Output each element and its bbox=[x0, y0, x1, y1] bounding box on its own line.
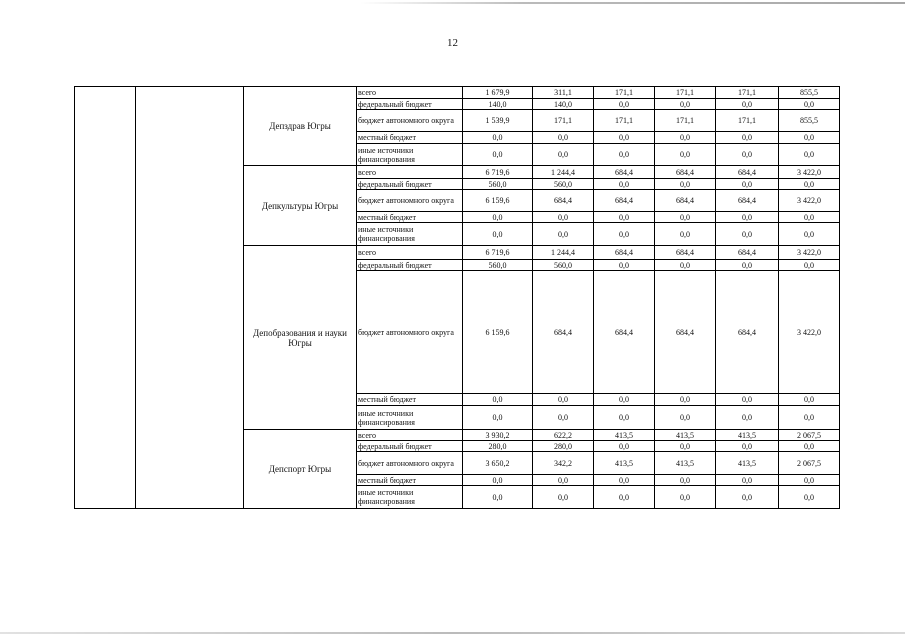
amount-cell: 171,1 bbox=[533, 110, 594, 132]
amount-cell: 0,0 bbox=[779, 144, 840, 166]
funding-source-label: иные источники финансирования bbox=[357, 144, 463, 166]
funding-source-label: местный бюджет bbox=[357, 475, 463, 486]
amount-cell: 0,0 bbox=[779, 406, 840, 430]
amount-cell: 855,5 bbox=[779, 110, 840, 132]
funding-source-label: всего bbox=[357, 430, 463, 441]
amount-cell: 0,0 bbox=[779, 441, 840, 452]
scan-edge-bottom bbox=[0, 632, 905, 634]
amount-cell: 0,0 bbox=[779, 475, 840, 486]
amount-cell: 280,0 bbox=[463, 441, 533, 452]
amount-cell: 413,5 bbox=[594, 452, 655, 475]
amount-cell: 413,5 bbox=[716, 452, 779, 475]
amount-cell: 171,1 bbox=[655, 110, 716, 132]
amount-cell: 0,0 bbox=[655, 99, 716, 110]
amount-cell: 0,0 bbox=[779, 260, 840, 271]
amount-cell: 0,0 bbox=[655, 223, 716, 246]
amount-cell: 0,0 bbox=[655, 260, 716, 271]
amount-cell: 280,0 bbox=[533, 441, 594, 452]
amount-cell: 0,0 bbox=[463, 223, 533, 246]
amount-cell: 684,4 bbox=[716, 166, 779, 179]
blank-column-1 bbox=[75, 87, 136, 509]
amount-cell: 0,0 bbox=[533, 486, 594, 509]
amount-cell: 0,0 bbox=[655, 406, 716, 430]
amount-cell: 0,0 bbox=[463, 486, 533, 509]
amount-cell: 0,0 bbox=[594, 406, 655, 430]
funding-source-label: всего bbox=[357, 246, 463, 260]
amount-cell: 6 159,6 bbox=[463, 271, 533, 394]
amount-cell: 6 159,6 bbox=[463, 190, 533, 212]
amount-cell: 413,5 bbox=[594, 430, 655, 441]
amount-cell: 0,0 bbox=[716, 406, 779, 430]
amount-cell: 0,0 bbox=[716, 486, 779, 509]
amount-cell: 684,4 bbox=[655, 190, 716, 212]
amount-cell: 0,0 bbox=[655, 441, 716, 452]
scan-edge-top bbox=[360, 2, 905, 4]
amount-cell: 0,0 bbox=[716, 394, 779, 406]
amount-cell: 0,0 bbox=[716, 212, 779, 223]
amount-cell: 0,0 bbox=[594, 441, 655, 452]
amount-cell: 0,0 bbox=[655, 475, 716, 486]
amount-cell: 0,0 bbox=[533, 144, 594, 166]
amount-cell: 0,0 bbox=[779, 99, 840, 110]
amount-cell: 2 067,5 bbox=[779, 452, 840, 475]
amount-cell: 0,0 bbox=[594, 394, 655, 406]
amount-cell: 0,0 bbox=[533, 475, 594, 486]
amount-cell: 3 422,0 bbox=[779, 190, 840, 212]
amount-cell: 560,0 bbox=[463, 260, 533, 271]
amount-cell: 413,5 bbox=[655, 452, 716, 475]
amount-cell: 684,4 bbox=[594, 190, 655, 212]
department-name: Депздрав Югры bbox=[244, 87, 357, 166]
amount-cell: 0,0 bbox=[594, 132, 655, 144]
funding-source-label: бюджет автономного округа bbox=[357, 452, 463, 475]
amount-cell: 171,1 bbox=[655, 87, 716, 99]
amount-cell: 684,4 bbox=[716, 190, 779, 212]
amount-cell: 0,0 bbox=[463, 394, 533, 406]
amount-cell: 0,0 bbox=[594, 144, 655, 166]
funding-source-label: иные источники финансирования bbox=[357, 486, 463, 509]
amount-cell: 0,0 bbox=[463, 144, 533, 166]
amount-cell: 3 422,0 bbox=[779, 246, 840, 260]
amount-cell: 0,0 bbox=[594, 223, 655, 246]
amount-cell: 0,0 bbox=[716, 441, 779, 452]
amount-cell: 171,1 bbox=[716, 110, 779, 132]
amount-cell: 171,1 bbox=[594, 87, 655, 99]
amount-cell: 1 244,4 bbox=[533, 246, 594, 260]
amount-cell: 0,0 bbox=[594, 475, 655, 486]
amount-cell: 0,0 bbox=[594, 179, 655, 190]
funding-source-label: федеральный бюджет bbox=[357, 99, 463, 110]
amount-cell: 342,2 bbox=[533, 452, 594, 475]
amount-cell: 684,4 bbox=[533, 190, 594, 212]
page-number: 12 bbox=[447, 37, 458, 49]
amount-cell: 0,0 bbox=[779, 212, 840, 223]
funding-source-label: иные источники финансирования bbox=[357, 406, 463, 430]
funding-source-label: федеральный бюджет bbox=[357, 179, 463, 190]
funding-source-label: бюджет автономного округа bbox=[357, 110, 463, 132]
amount-cell: 0,0 bbox=[594, 212, 655, 223]
amount-cell: 0,0 bbox=[533, 394, 594, 406]
amount-cell: 684,4 bbox=[655, 166, 716, 179]
funding-source-label: местный бюджет bbox=[357, 132, 463, 144]
amount-cell: 1 539,9 bbox=[463, 110, 533, 132]
table-row bbox=[75, 87, 840, 99]
amount-cell: 0,0 bbox=[716, 475, 779, 486]
funding-source-label: иные источники финансирования bbox=[357, 223, 463, 246]
amount-cell: 1 244,4 bbox=[533, 166, 594, 179]
amount-cell: 0,0 bbox=[594, 260, 655, 271]
amount-cell: 0,0 bbox=[463, 406, 533, 430]
amount-cell: 684,4 bbox=[655, 271, 716, 394]
amount-cell: 140,0 bbox=[533, 99, 594, 110]
amount-cell: 0,0 bbox=[779, 223, 840, 246]
amount-cell: 684,4 bbox=[533, 271, 594, 394]
amount-cell: 684,4 bbox=[716, 271, 779, 394]
amount-cell: 0,0 bbox=[779, 179, 840, 190]
amount-cell: 855,5 bbox=[779, 87, 840, 99]
amount-cell: 3 650,2 bbox=[463, 452, 533, 475]
amount-cell: 0,0 bbox=[716, 260, 779, 271]
amount-cell: 0,0 bbox=[716, 132, 779, 144]
funding-source-label: бюджет автономного округа bbox=[357, 271, 463, 394]
amount-cell: 171,1 bbox=[594, 110, 655, 132]
amount-cell: 1 679,9 bbox=[463, 87, 533, 99]
amount-cell: 0,0 bbox=[716, 223, 779, 246]
amount-cell: 684,4 bbox=[594, 166, 655, 179]
department-name: Депобразования и науки Югры bbox=[244, 246, 357, 430]
amount-cell: 0,0 bbox=[533, 132, 594, 144]
amount-cell: 0,0 bbox=[716, 179, 779, 190]
amount-cell: 0,0 bbox=[655, 394, 716, 406]
amount-cell: 684,4 bbox=[594, 246, 655, 260]
amount-cell: 684,4 bbox=[594, 271, 655, 394]
amount-cell: 684,4 bbox=[655, 246, 716, 260]
amount-cell: 0,0 bbox=[716, 99, 779, 110]
amount-cell: 684,4 bbox=[716, 246, 779, 260]
blank-column-2 bbox=[136, 87, 244, 509]
amount-cell: 560,0 bbox=[533, 260, 594, 271]
funding-table bbox=[74, 86, 840, 509]
amount-cell: 0,0 bbox=[779, 486, 840, 509]
amount-cell: 560,0 bbox=[463, 179, 533, 190]
amount-cell: 3 930,2 bbox=[463, 430, 533, 441]
amount-cell: 0,0 bbox=[463, 475, 533, 486]
amount-cell: 3 422,0 bbox=[779, 271, 840, 394]
amount-cell: 6 719,6 bbox=[463, 246, 533, 260]
amount-cell: 560,0 bbox=[533, 179, 594, 190]
amount-cell: 0,0 bbox=[779, 132, 840, 144]
amount-cell: 413,5 bbox=[655, 430, 716, 441]
amount-cell: 0,0 bbox=[655, 179, 716, 190]
amount-cell: 0,0 bbox=[463, 212, 533, 223]
amount-cell: 0,0 bbox=[655, 486, 716, 509]
department-name: Депспорт Югры bbox=[244, 430, 357, 509]
amount-cell: 622,2 bbox=[533, 430, 594, 441]
amount-cell: 171,1 bbox=[716, 87, 779, 99]
amount-cell: 0,0 bbox=[779, 394, 840, 406]
amount-cell: 0,0 bbox=[655, 144, 716, 166]
amount-cell: 311,1 bbox=[533, 87, 594, 99]
amount-cell: 0,0 bbox=[594, 486, 655, 509]
funding-source-label: бюджет автономного округа bbox=[357, 190, 463, 212]
funding-source-label: местный бюджет bbox=[357, 212, 463, 223]
amount-cell: 0,0 bbox=[716, 144, 779, 166]
amount-cell: 0,0 bbox=[655, 212, 716, 223]
amount-cell: 0,0 bbox=[594, 99, 655, 110]
funding-source-label: всего bbox=[357, 87, 463, 99]
amount-cell: 413,5 bbox=[716, 430, 779, 441]
amount-cell: 140,0 bbox=[463, 99, 533, 110]
funding-source-label: местный бюджет bbox=[357, 394, 463, 406]
amount-cell: 0,0 bbox=[533, 406, 594, 430]
amount-cell: 2 067,5 bbox=[779, 430, 840, 441]
amount-cell: 0,0 bbox=[533, 212, 594, 223]
funding-source-label: федеральный бюджет bbox=[357, 260, 463, 271]
amount-cell: 0,0 bbox=[655, 132, 716, 144]
amount-cell: 0,0 bbox=[533, 223, 594, 246]
funding-source-label: всего bbox=[357, 166, 463, 179]
funding-source-label: федеральный бюджет bbox=[357, 441, 463, 452]
amount-cell: 6 719,6 bbox=[463, 166, 533, 179]
department-name: Депкультуры Югры bbox=[244, 166, 357, 246]
amount-cell: 0,0 bbox=[463, 132, 533, 144]
amount-cell: 3 422,0 bbox=[779, 166, 840, 179]
